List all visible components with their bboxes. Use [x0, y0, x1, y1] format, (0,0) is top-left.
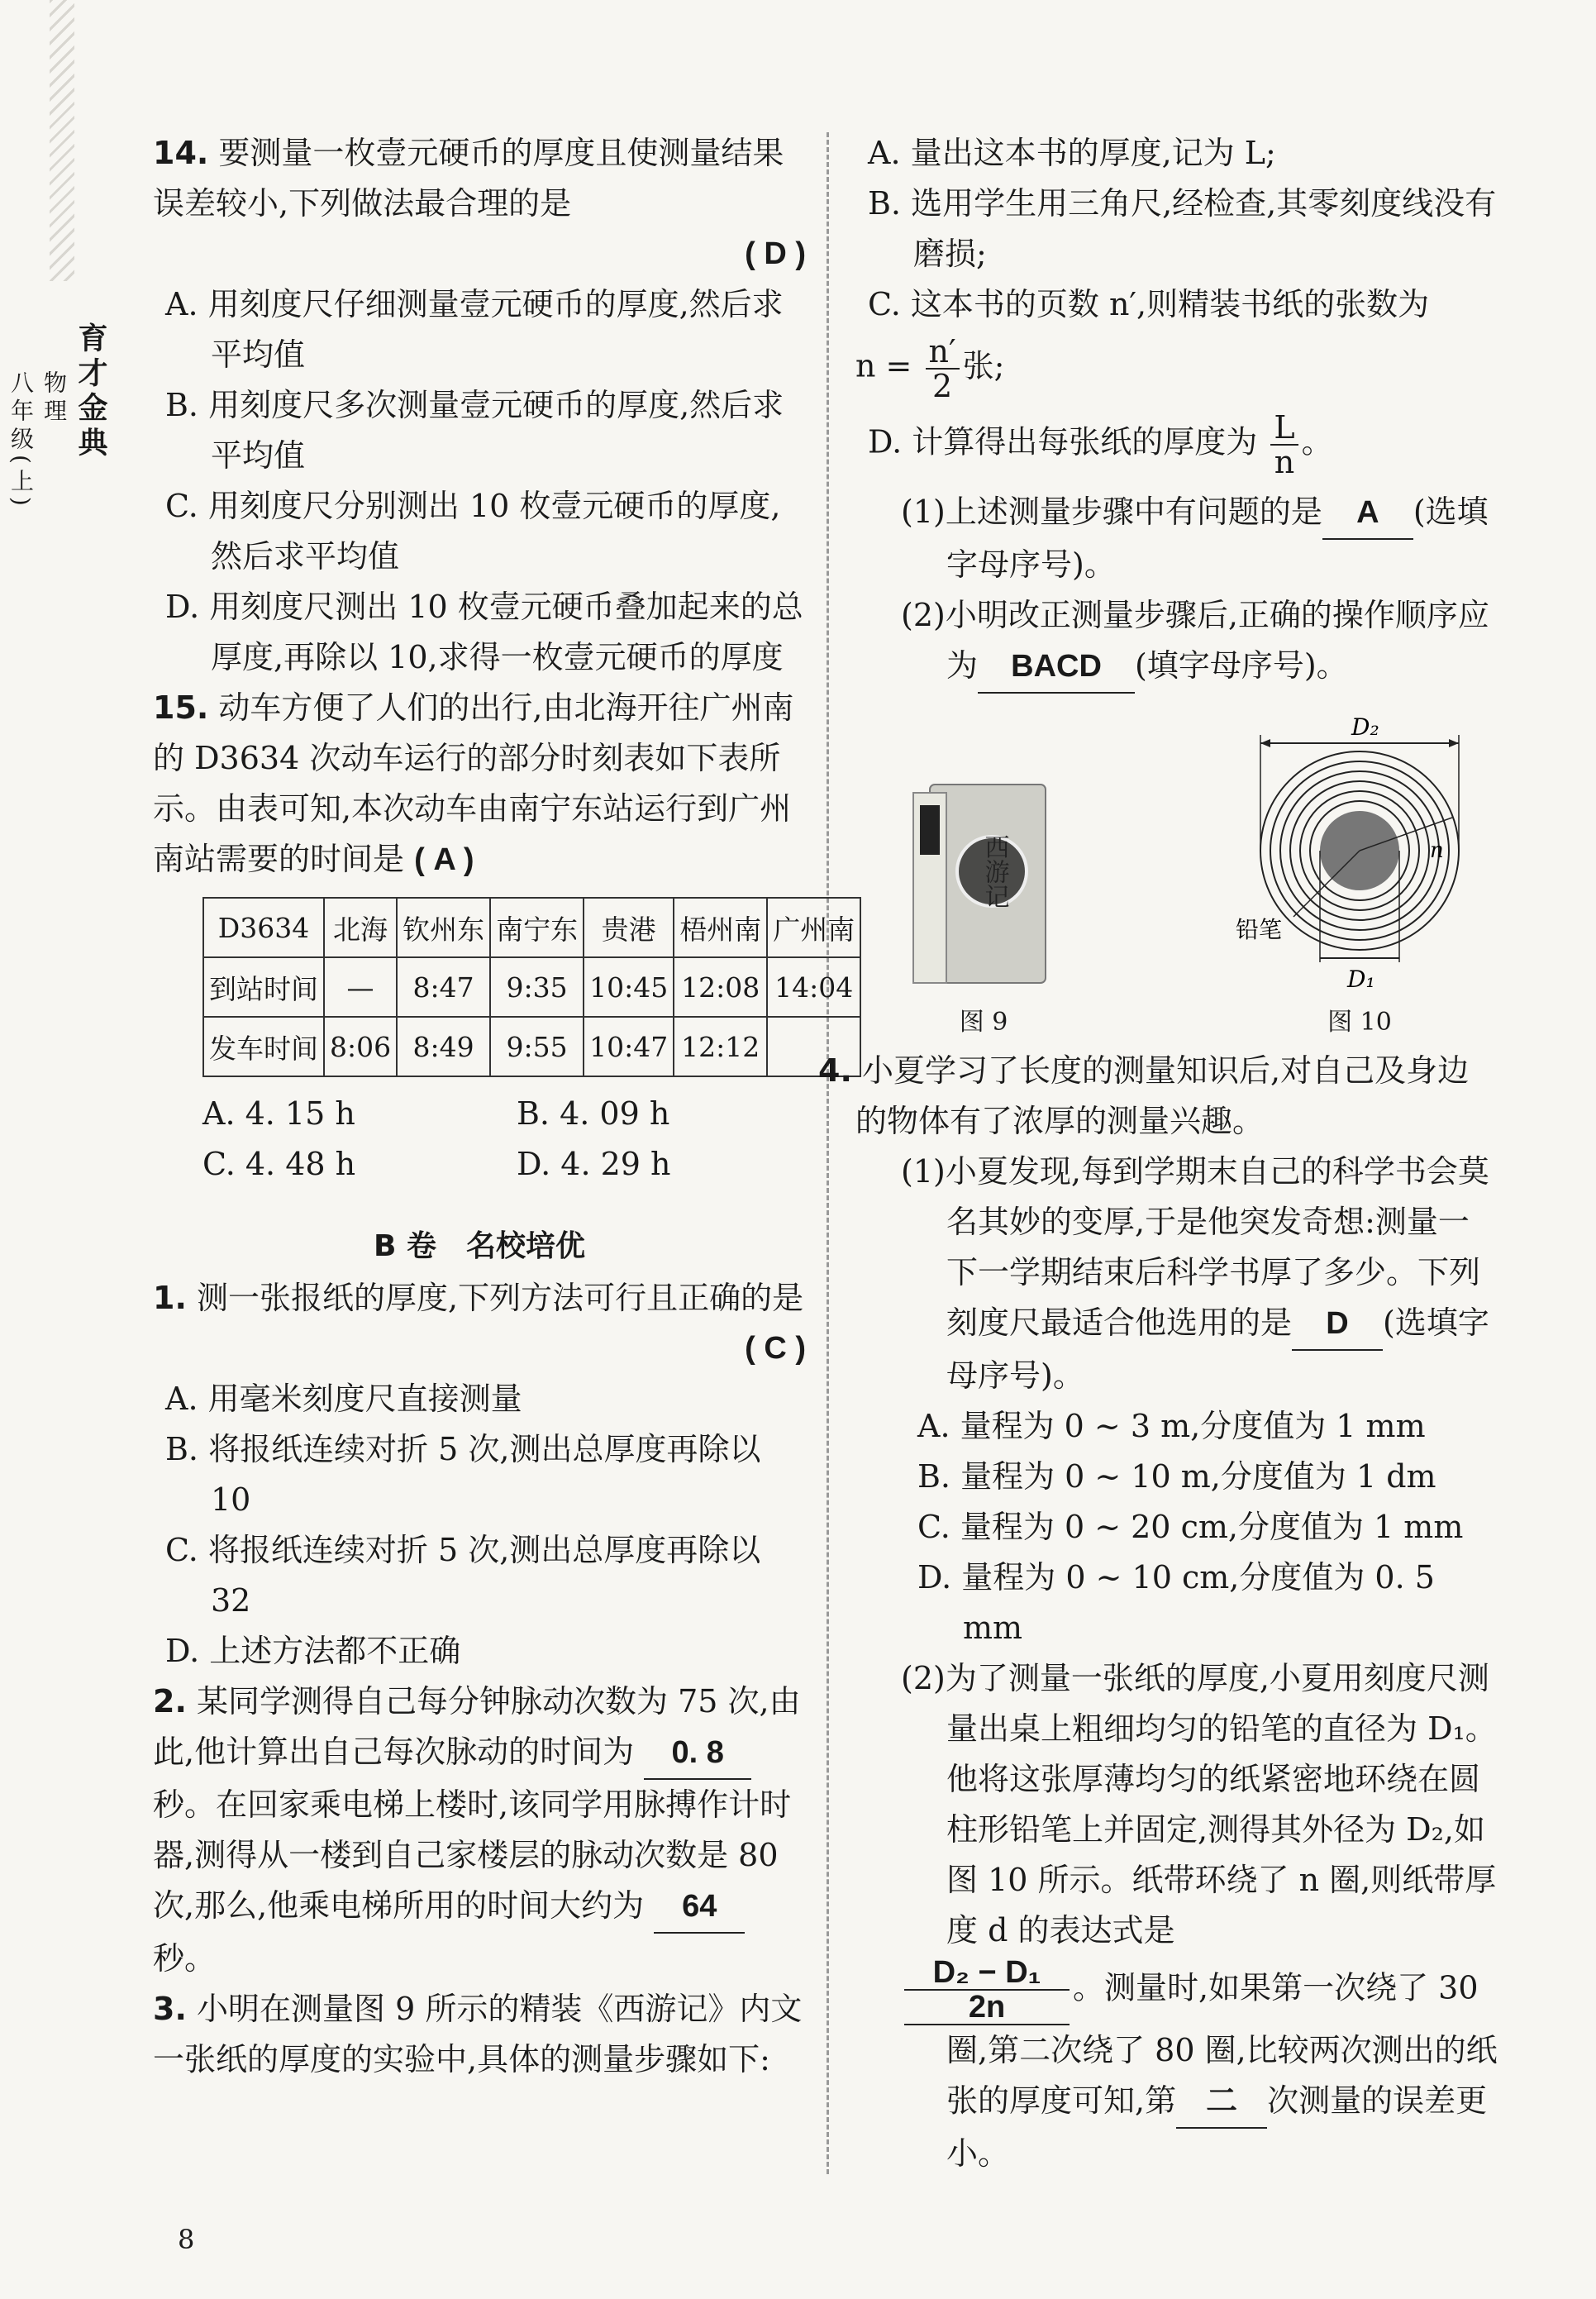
b4-option-c: C. 量程为 0 ~ 20 cm,分度值为 1 mm: [917, 1509, 1464, 1545]
label-pencil: 铅笔: [1236, 916, 1283, 943]
table-cell: 广州南: [767, 898, 860, 957]
question-b2: [153, 1677, 806, 1984]
b3-part-2: [855, 590, 1500, 694]
page-number: 8: [178, 2224, 195, 2255]
table-cell: 南宁东: [490, 898, 584, 957]
fraction-numerator: D₂ − D₁: [904, 1956, 1070, 1991]
b3-step-c: C. 这本书的页数 n′,则精装书纸的张数为: [868, 286, 1430, 322]
q14-number: 14.: [153, 135, 209, 171]
book-title: 西游记: [979, 834, 1009, 909]
part2-answer: BACD: [978, 642, 1135, 694]
b4-part1-text: (1)小夏发现,每到学期末自己的科学书会莫名其妙的变厚,于是他突发奇想:测量一下一学期结束后科学书厚了多少。下列刻度尺最适合他选用的是: [901, 1153, 1489, 1341]
part2-text: (2)小明改正测量步骤后,正确的操作顺序应为: [901, 597, 1489, 684]
table-cell: 9:55: [490, 1017, 584, 1076]
b4-part2-text: (2)为了测量一张纸的厚度,小夏用刻度尺测量出桌上粗细均匀的铅笔的直径为 D₁。他将这张厚薄均匀的纸紧密地环绕在圆柱形铅笔上并固定,测得其外径为 D₂,如图 10 所示。纸带环绕了 n 圈,则纸带厚度 d 的表达式是: [901, 1660, 1497, 1948]
q15-options: [153, 1089, 806, 1190]
figure-9-caption: 图 9: [959, 1008, 1008, 1037]
b4-part-1: [855, 1147, 1500, 1401]
b1-number: 1.: [153, 1280, 187, 1316]
b4-number: 4.: [818, 1052, 852, 1089]
subject: 物理: [40, 370, 68, 427]
fraction-numerator: n′: [926, 335, 960, 370]
b2-number: 2.: [153, 1683, 187, 1719]
part1-suffix: (选填字母序号)。: [946, 494, 1489, 583]
b4-part2-middle: 。测量时,如果第一次绕了 30 圈,第二次绕了 80 圈,比较两次测出的纸张的厚度可知,第: [946, 1969, 1498, 2119]
b4-option-a: A. 量程为 0 ~ 3 m,分度值为 1 mm: [917, 1408, 1426, 1444]
grade: 八年级(上): [7, 370, 35, 511]
q15-option-c: C. 4. 48 h: [202, 1146, 356, 1182]
b2-answer-1: 0. 8: [644, 1728, 751, 1780]
b3-text: 小明在测量图 9 所示的精装《西游记》内文一张纸的厚度的实验中,具体的测量步骤如下:: [153, 1991, 803, 2077]
table-row: [203, 957, 860, 1017]
b2-text-2: 秒。在回家乘电梯上楼时,该同学用脉搏作计时器,测得从一楼到自己家楼层的脉动次数是 80 次,那么,他乘电梯所用的时间大约为: [153, 1786, 792, 1924]
table-cell: 12:12: [674, 1017, 767, 1076]
table-row: [203, 1017, 860, 1076]
fraction-numerator: L: [1270, 411, 1298, 446]
b2-text-3: 秒。: [153, 1940, 217, 1977]
b4-part-2: [855, 1653, 1500, 1956]
q15-number: 15.: [153, 689, 209, 726]
b4-option-d: D. 量程为 0 ~ 10 cm,分度值为 0. 5 mm: [917, 1559, 1435, 1646]
table-cell: 发车时间: [203, 1017, 324, 1076]
b1-option-d: D. 上述方法都不正确: [165, 1633, 461, 1669]
b3-step-a: A. 量出这本书的厚度,记为 L;: [868, 135, 1276, 171]
q14-text: 要测量一枚壹元硬币的厚度且使测量结果误差较小,下列做法最合理的是: [153, 135, 784, 222]
coil-diagram: [1236, 710, 1484, 991]
table-cell: D3634: [203, 898, 324, 957]
table-cell: —: [324, 957, 397, 1017]
table-cell: 12:08: [674, 957, 767, 1017]
figure-10: [1236, 710, 1484, 1037]
q14-option-a: A. 用刻度尺仔细测量壹元硬币的厚度,然后求平均值: [165, 286, 784, 373]
b4-part1-suffix: (选填字母序号)。: [946, 1305, 1489, 1394]
b4-option-b: B. 量程为 0 ~ 10 m,分度值为 1 dm: [917, 1458, 1436, 1495]
formula-suffix: 张;: [962, 347, 1005, 384]
q14-option-c: C. 用刻度尺分别测出 10 枚壹元硬币的厚度,然后求平均值: [165, 488, 781, 575]
table-cell: 贵港: [584, 898, 674, 957]
right-column: [818, 128, 1500, 2179]
question-b3: [153, 1984, 806, 2085]
table-cell: 钦州东: [397, 898, 490, 957]
q15-text: 动车方便了人们的出行,由北海开往广州南的 D3634 次动车运行的部分时刻表如下表所示。由表可知,本次动车由南宁东站运行到广州南站需要的时间是: [153, 689, 794, 877]
question-14: [153, 128, 806, 683]
b4-part-2-cont: [855, 1956, 1500, 2179]
q14-answer: ( D ): [745, 236, 806, 271]
subject-label: [4, 347, 70, 511]
section-b-title: B 卷 名校培优: [374, 1229, 585, 1263]
b3-number: 3.: [153, 1991, 187, 2027]
timetable: [202, 897, 861, 1077]
step-d-text: D. 计算得出每张纸的厚度为: [868, 423, 1258, 460]
q15-option-d: D. 4. 29 h: [517, 1146, 671, 1182]
q14-option-b: B. 用刻度尺多次测量壹元硬币的厚度,然后求平均值: [165, 387, 784, 474]
table-cell: 北海: [324, 898, 397, 957]
b3-step-d: [855, 411, 1500, 479]
part1-answer: A: [1322, 488, 1413, 540]
label-d2: D₂: [1351, 713, 1379, 741]
fraction-l-over-n: [1270, 411, 1298, 479]
q15-option-a: A. 4. 15 h: [202, 1095, 355, 1132]
figure-9: [905, 776, 1062, 1037]
q14-option-d: D. 用刻度尺测出 10 枚壹元硬币叠加起来的总厚度,再除以 10,求得一枚壹元硬币的厚度: [165, 589, 803, 675]
book-image: [905, 776, 1062, 991]
brand-title: 育才金典: [74, 322, 108, 461]
table-cell: 9:35: [490, 957, 584, 1017]
step-d-suffix: 。: [1301, 423, 1333, 460]
b1-option-b: B. 将报纸连续对折 5 次,测出总厚度再除以 10: [165, 1431, 761, 1518]
question-b1: [153, 1273, 806, 1677]
b1-answer: ( C ): [745, 1331, 806, 1366]
question-15: [153, 683, 855, 1190]
b4-part2-suffix: 次测量的误差更小。: [946, 2082, 1488, 2172]
part2-suffix: (填字母序号)。: [1135, 647, 1348, 684]
q15-option-b: B. 4. 09 h: [517, 1095, 670, 1132]
table-header-row: [203, 898, 860, 957]
b3-step-c-formula: [855, 335, 1500, 403]
question-b4: [818, 1046, 1500, 2179]
label-d1: D₁: [1347, 966, 1375, 991]
fraction-denominator: n: [1274, 444, 1295, 480]
fraction-denominator: 2n: [968, 1990, 1006, 2025]
left-column: [153, 128, 855, 2085]
b1-text: 测一张报纸的厚度,下列方法可行且正确的是: [196, 1280, 804, 1316]
b2-answer-2: 64: [654, 1882, 745, 1934]
q15-answer: ( A ): [414, 842, 474, 877]
b4-part1-answer: D: [1292, 1299, 1383, 1351]
side-banner: [7, 322, 112, 511]
formula-n: n =: [855, 347, 912, 384]
b4-part2-answer-2: 二: [1176, 2077, 1267, 2129]
table-cell: 梧州南: [674, 898, 767, 957]
figures-row: [855, 710, 1500, 1037]
table-cell: 8:06: [324, 1017, 397, 1076]
b3-step-b: B. 选用学生用三角尺,经检查,其零刻度线没有磨损;: [868, 185, 1497, 272]
b1-option-a: A. 用毫米刻度尺直接测量: [165, 1381, 522, 1417]
label-n: n: [1430, 838, 1444, 863]
b4-answer-fraction: [904, 1956, 1070, 2025]
fraction-denominator: 2: [931, 368, 953, 404]
table-cell: 10:45: [584, 957, 674, 1017]
fraction-n-prime-over-2: [926, 335, 960, 403]
b1-option-c: C. 将报纸连续对折 5 次,测出总厚度再除以 32: [165, 1532, 761, 1619]
table-cell: 到站时间: [203, 957, 324, 1017]
table-cell: 14:04: [767, 957, 860, 1017]
decorative-hatch: [50, 0, 74, 281]
table-cell: 8:47: [397, 957, 490, 1017]
b4-text: 小夏学习了长度的测量知识后,对自己及身边的物体有了浓厚的测量兴趣。: [855, 1052, 1470, 1139]
b2-text-1: 某同学测得自己每分钟脉动次数为 75 次,由此,他计算出自己每次脉动的时间为: [153, 1683, 801, 1770]
b3-part-1: [855, 487, 1500, 590]
part1-text: (1)上述测量步骤中有问题的是: [901, 494, 1322, 530]
table-cell: 8:49: [397, 1017, 490, 1076]
figure-10-caption: 图 10: [1327, 1008, 1392, 1037]
table-cell: 10:47: [584, 1017, 674, 1076]
